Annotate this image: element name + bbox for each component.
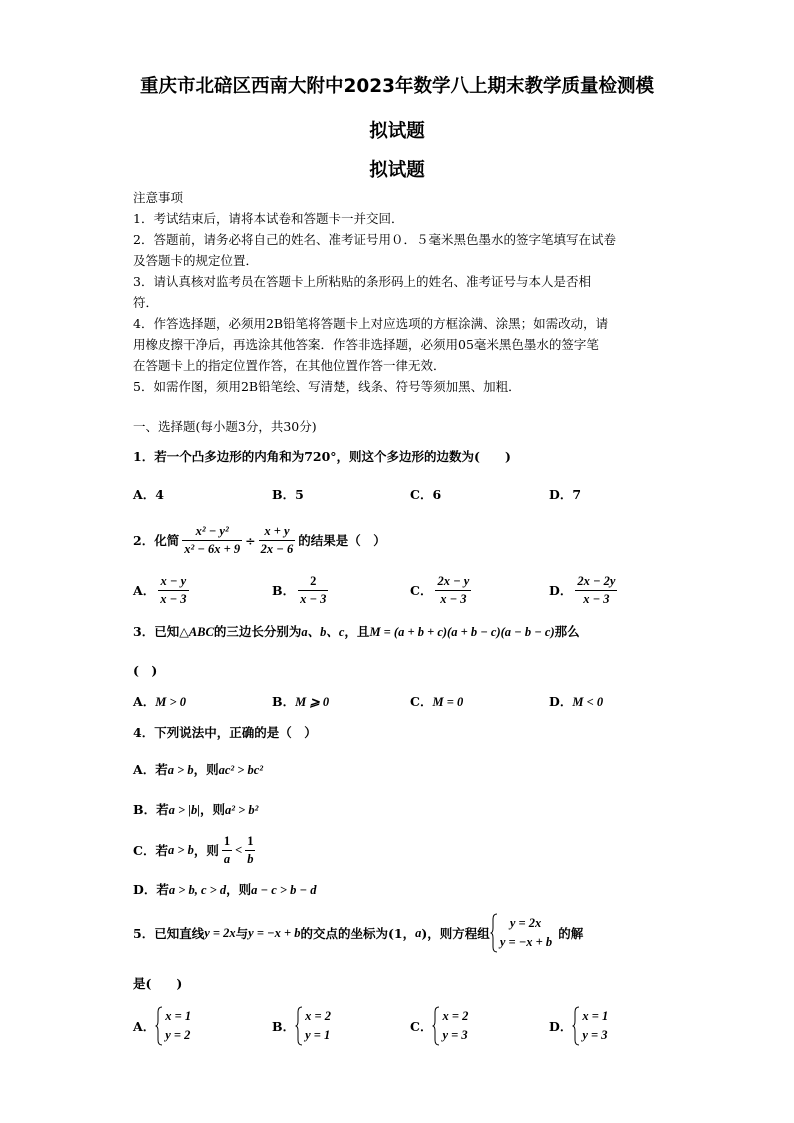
notice-line: 2．答题前，请务必将自己的姓名、准考证号用０．５毫米黑色墨水的签字笔填写在试卷 [133, 232, 616, 247]
eq-x: x = 2 [305, 1009, 331, 1023]
q2-b-fraction [298, 573, 328, 608]
denominator: x − 3 [440, 591, 467, 606]
q5-text: 的解 [558, 926, 584, 941]
q5-eq-2: y = −x + b [499, 935, 553, 949]
option-label: A． [133, 583, 156, 598]
page-title-line1: 重庆市北碚区西南大附中2023年数学八上期末教学质量检测模 [140, 76, 654, 97]
denominator: x − 3 [160, 591, 187, 606]
denominator: x − 3 [583, 591, 610, 606]
notice-line: 及答题卡的规定位置． [133, 253, 259, 268]
option-label: B． [272, 583, 296, 598]
q3-option-a [133, 692, 186, 710]
notice-line: 用橡皮擦干净后，再选涂其他答案．作答非选择题，必须用05毫米黑色墨水的签字笔 [133, 337, 599, 352]
option-label: A． [133, 694, 156, 709]
q4-c-fraction-1 [222, 833, 232, 868]
eq-x: x = 1 [582, 1009, 609, 1023]
q4-text: A．若 [133, 762, 168, 777]
q1-option-b: B．5 [272, 487, 304, 502]
q2-operator: ÷ [245, 532, 256, 548]
numerator: 2 [298, 573, 328, 591]
q5-option-b [272, 1005, 331, 1047]
q4-condition: a > b, c > d [168, 883, 227, 897]
page-title-line3: 拟试题 [369, 160, 425, 181]
q2-a-fraction [158, 573, 188, 608]
notice-heading: 注意事项 [133, 190, 184, 205]
q5-option-c [410, 1005, 468, 1047]
q5-text: 的交点的坐标为(1， [300, 926, 416, 941]
q5-text: )，则方程组 [421, 926, 490, 941]
q4-c-fraction-2 [245, 833, 255, 868]
q4-text: D．若 [133, 882, 169, 897]
q2-f2-numerator: x + y [259, 523, 296, 541]
notice-line: 1．考试结束后，请将本试卷和答题卡一并交回． [133, 211, 404, 226]
numerator: 2x − y [435, 573, 471, 591]
section-heading: 一、选择题(每小题3分，共30分) [133, 419, 317, 434]
q3-text: 3．已知 [133, 624, 180, 639]
q2-option-a [133, 570, 192, 610]
q4-option-b [133, 800, 258, 818]
q3-answer-paren: ( ) [133, 663, 158, 678]
q2-prefix: 2．化简 [133, 533, 180, 548]
option-label: B． [272, 1019, 296, 1034]
q5-b-system [305, 1007, 331, 1045]
q5-line-2: y = −x + b [248, 925, 301, 940]
question-1-stem: 1．若一个凸多边形的内角和为720°，则这个多边形的边数为( ) [133, 449, 511, 464]
option-value: M ⩾ 0 [295, 695, 330, 709]
q5-system [500, 914, 552, 952]
q5-answer-paren: 是( ) [133, 976, 183, 991]
q4-option-d [133, 880, 316, 898]
option-label: D． [549, 583, 573, 598]
q3-option-b [272, 692, 329, 710]
q3-text: 的三边长分别为 [213, 624, 302, 639]
q4-text: ，则 [193, 762, 219, 777]
left-brace-icon [432, 1006, 440, 1046]
q5-a-system [165, 1007, 191, 1045]
question-3-stem [133, 622, 580, 640]
option-value: M = 0 [432, 695, 464, 709]
q3-sides: a、b、c [301, 625, 345, 639]
denominator: b [247, 851, 254, 866]
option-label: D． [549, 1019, 573, 1034]
numerator: 1 [245, 833, 255, 851]
option-value: M < 0 [572, 695, 604, 709]
left-brace-icon [490, 913, 498, 953]
q2-option-d [549, 570, 620, 610]
option-label: A． [133, 1019, 156, 1034]
q2-fraction-1 [182, 523, 242, 558]
q5-option-a [133, 1005, 191, 1047]
eq-x: x = 2 [442, 1009, 469, 1023]
q4-less-than: < [235, 842, 243, 857]
question-5-stem [133, 910, 583, 956]
eq-x: x = 1 [165, 1009, 192, 1023]
notice-line: 5．如需作图，须用2B铅笔绘、写清楚，线条、符号等须加黑、加粗． [133, 379, 521, 394]
q2-option-b [272, 570, 331, 610]
q5-text: 与 [235, 926, 249, 941]
option-label: B． [272, 694, 296, 709]
q4-result: ac² > bc² [218, 763, 264, 777]
q5-text: 5．已知直线 [133, 926, 205, 941]
notice-line: 4．作答选择题，必须用2B铅笔将答题卡上对应选项的方框涂满、涂黑；如需改动，请 [133, 316, 609, 331]
q4-text: C．若 [133, 843, 168, 858]
numerator: 2x − 2y [575, 573, 617, 591]
left-brace-icon [155, 1006, 163, 1046]
q4-option-a [133, 760, 263, 778]
option-value: M > 0 [155, 695, 186, 709]
q2-c-fraction [435, 573, 471, 608]
denominator: x − 3 [300, 591, 327, 606]
q4-condition: a > b [167, 763, 194, 777]
eq-y: y = 1 [305, 1028, 331, 1042]
eq-y: y = 2 [165, 1028, 191, 1042]
numerator: x − y [158, 573, 188, 591]
denominator: a [223, 851, 231, 866]
q5-line-1: y = 2x [204, 925, 236, 940]
left-brace-icon [572, 1006, 580, 1046]
q5-d-system [582, 1007, 608, 1045]
eq-y: y = 3 [442, 1028, 468, 1042]
q4-condition: a > b [167, 842, 194, 857]
q3-expression: M = (a + b + c)(a + b − c)(a − b − c) [369, 625, 555, 639]
notice-line: 3．请认真核对监考员在答题卡上所粘贴的条形码上的姓名、准考证号与本人是否相 [133, 274, 591, 289]
q1-option-c: C．6 [410, 487, 442, 502]
q4-text: B．若 [133, 802, 169, 817]
left-brace-icon [295, 1006, 303, 1046]
q2-f2-denominator: 2x − 6 [260, 541, 294, 556]
q4-condition: a > |b| [168, 803, 200, 817]
option-label: C． [410, 694, 433, 709]
eq-y: y = 3 [582, 1028, 608, 1042]
q2-f1-denominator: x² − 6x + 9 [184, 541, 241, 556]
question-4-stem: 4．下列说法中，正确的是（ ） [133, 725, 317, 740]
q4-result: a² > b² [224, 803, 259, 817]
q4-text: ，则 [226, 882, 252, 897]
page-title-line2: 拟试题 [369, 121, 425, 142]
q1-option-a: A．4 [133, 487, 164, 502]
q3-text: ，且 [344, 624, 370, 639]
q3-triangle: △ABC [179, 625, 214, 639]
q2-f1-numerator: x² − y² [182, 523, 242, 541]
q5-option-d [549, 1005, 608, 1047]
q5-eq-1: y = 2x [509, 916, 542, 930]
q3-text: 那么 [554, 624, 580, 639]
q4-result: a − c > b − d [251, 883, 317, 897]
q2-suffix: 的结果是（ ） [298, 533, 386, 548]
option-label: C． [410, 583, 433, 598]
numerator: 1 [222, 833, 232, 851]
question-2-stem [133, 520, 386, 560]
q1-option-d: D．7 [549, 487, 582, 502]
q4-text: ，则 [193, 843, 219, 858]
q2-d-fraction [575, 573, 617, 608]
option-label: C． [410, 1019, 433, 1034]
notice-line: 在答题卡上的指定位置作答，在其他位置作答一律无效． [133, 358, 446, 373]
q4-text: ，则 [199, 802, 225, 817]
notice-line: 符． [133, 295, 159, 310]
q5-param-a: a [415, 925, 422, 940]
q3-option-c [410, 692, 463, 710]
q2-option-c [410, 570, 474, 610]
q2-fraction-2 [259, 523, 296, 558]
q5-c-system [442, 1007, 468, 1045]
q3-option-d [549, 692, 603, 710]
q4-option-c [133, 830, 258, 870]
option-label: D． [549, 694, 573, 709]
